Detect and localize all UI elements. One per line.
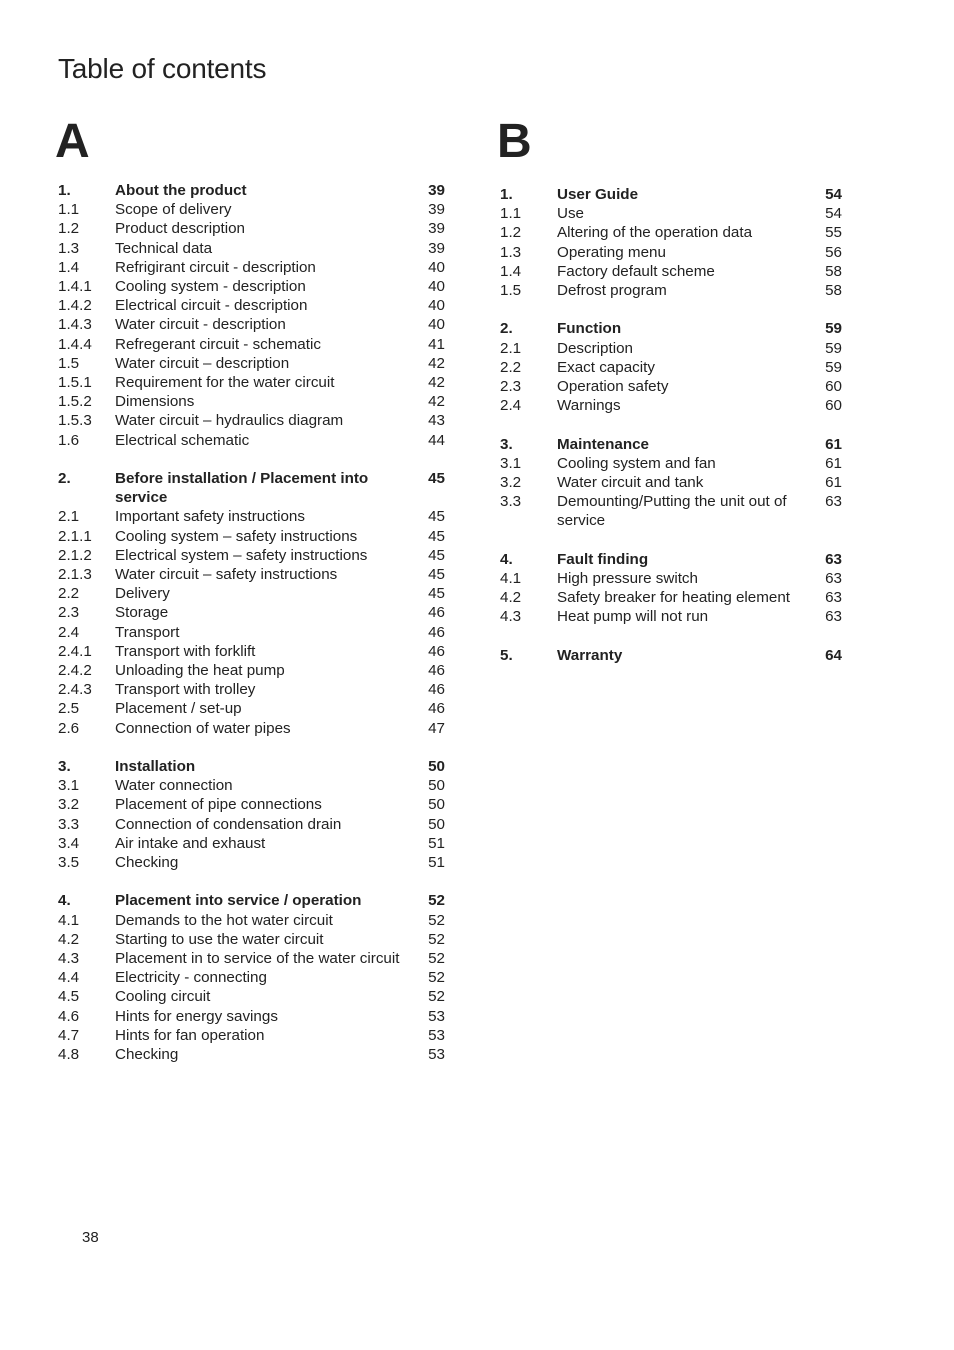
toc-title: Placement in to service of the water circuit [115,950,400,968]
toc-num: 3.1 [500,454,522,472]
toc-num: 4.7 [58,1026,80,1044]
toc-page: 54 [825,186,842,203]
toc-page: 54 [825,205,842,223]
toc-num: 2.1.2 [58,546,92,564]
toc-num: 1.4.2 [58,297,92,315]
toc-page: 63 [825,589,842,607]
toc-num: 1.6 [58,431,80,449]
toc-entry [58,354,468,373]
toc-title: Function [557,320,622,338]
toc-title: Transport with forklift [115,642,256,660]
toc-num: 2.2 [500,358,522,376]
toc-page: 46 [428,681,445,699]
toc-title: Cooling system - description [115,278,306,296]
toc-title: Electricity - connecting [115,969,267,987]
page-title: Table of contents [58,53,267,84]
toc-entry [58,296,468,315]
toc-title: Maintenance [557,435,649,453]
toc-title: Water circuit – safety instructions [115,566,338,584]
toc-entry [58,1026,468,1045]
toc-section-heading [500,646,870,665]
toc-page: 42 [428,393,445,411]
toc-page: 63 [825,608,842,626]
toc-num: 2.1 [58,508,80,526]
toc-page: 51 [428,854,445,872]
toc-entry [58,527,468,546]
toc-title: Scope of delivery [115,201,232,219]
toc-entry [58,815,468,834]
toc-page: 61 [825,454,842,472]
toc-num: 2.6 [58,719,80,737]
toc-title: Requirement for the water circuit [115,374,335,392]
toc-title: Checking [115,854,179,872]
toc-entry [58,719,468,738]
toc-entry [500,223,870,242]
toc-title: User Guide [557,186,639,203]
toc-page: 40 [428,316,445,334]
toc-page: 59 [825,358,842,376]
toc-page: 50 [428,777,445,795]
toc-entry [500,473,870,492]
toc-entry [58,680,468,699]
toc-title: Demounting/Putting the unit out of service [557,493,787,530]
toc-column-a [58,181,468,1083]
toc-page: 45 [428,527,445,545]
toc-page: 45 [428,585,445,603]
toc-num: 2.4.3 [58,681,92,699]
toc-title: Refregerant circuit - schematic [115,335,321,353]
toc-entry [58,795,468,814]
toc-entry [58,507,468,526]
toc-entry [500,243,870,262]
toc-entry [58,699,468,718]
toc-entry [58,392,468,411]
toc-section [500,185,870,300]
toc-page: 46 [428,662,445,680]
toc-entry [58,315,468,334]
toc-num: 1. [58,182,71,199]
toc-page: 46 [428,604,445,622]
toc-page: 58 [825,282,842,300]
toc-entry [58,411,468,430]
toc-page: 39 [428,201,445,219]
toc-num: 3. [500,435,513,453]
toc-title: Connection of water pipes [115,719,291,737]
toc-page: 61 [825,435,842,453]
toc-entry [58,930,468,949]
toc-section [500,319,870,415]
toc-num: 1.4.4 [58,335,92,353]
toc-title: Use [557,205,585,223]
toc-num: 1. [500,186,513,203]
toc-num: 4.8 [58,1046,80,1064]
toc-num: 2.1.1 [58,527,92,545]
toc-title: Description [557,339,633,357]
toc-page: 63 [825,493,842,511]
toc-page: 46 [428,700,445,718]
toc-num: 1.4.3 [58,316,92,334]
toc-num: 4.5 [58,988,80,1006]
toc-entry [58,623,468,642]
toc-page: 50 [428,796,445,814]
toc-num: 3.5 [58,854,80,872]
toc-title: Placement into service / operation [115,892,362,910]
toc-num: 3.2 [500,474,522,492]
toc-title: Electrical circuit - description [115,297,308,315]
toc-entry [58,911,468,930]
toc-title: Placement of pipe connections [115,796,322,814]
toc-num: 2.3 [500,378,522,396]
toc-num: 1.5.3 [58,412,92,430]
toc-num: 1.2 [58,220,80,238]
toc-title: Cooling system – safety instructions [115,527,358,545]
toc-entry [500,377,870,396]
toc-entry [58,968,468,987]
toc-title: Factory default scheme [557,262,715,280]
toc-entry [58,373,468,392]
toc-page: 42 [428,354,445,372]
toc-num: 3. [58,758,71,776]
toc-num: 4.2 [58,930,80,948]
toc-num: 1.3 [500,243,522,261]
toc-num: 1.3 [58,239,80,257]
toc-num: 4.6 [58,1007,80,1025]
toc-title: Cooling circuit [115,988,211,1006]
toc-entry [500,569,870,588]
toc-title: Operation safety [557,378,669,396]
toc-page: 56 [825,243,842,261]
toc-entry [500,262,870,281]
toc-title: Technical data [115,239,213,257]
toc-title: Electrical system – safety instructions [115,546,368,564]
toc-entry [58,642,468,661]
toc-page: 40 [428,278,445,296]
toc-page: 55 [825,224,842,242]
toc-entry [58,200,468,219]
toc-page: 60 [825,397,842,415]
toc-title: Starting to use the water circuit [115,930,324,948]
toc-num: 1.1 [500,205,522,223]
toc-num: 3.3 [58,815,80,833]
toc-section-heading [58,891,468,910]
toc-entry [500,396,870,415]
toc-num: 4. [500,550,513,568]
toc-title: Storage [115,604,169,622]
toc-num: 1.4 [58,258,80,276]
toc-title: Delivery [115,585,170,603]
toc-num: 4.1 [500,570,522,588]
toc-entry [500,204,870,223]
toc-num: 4. [58,892,71,910]
toc-title: Checking [115,1046,179,1064]
toc-page: 52 [428,911,445,929]
toc-num: 4.3 [500,608,522,626]
toc-num: 2.2 [58,585,80,603]
toc-num: 3.1 [58,777,80,795]
toc-title: Product description [115,220,246,238]
toc-entry [58,603,468,622]
toc-entry [500,588,870,607]
toc-entry [58,258,468,277]
toc-page: 50 [428,815,445,833]
toc-entry [500,339,870,358]
toc-title: Unloading the heat pump [115,662,285,680]
toc-section [500,435,870,531]
toc-section [58,469,468,738]
toc-page: 40 [428,258,445,276]
toc-title: Electrical schematic [115,431,250,449]
toc-page: 42 [428,374,445,392]
toc-entry [58,987,468,1006]
toc-entry [58,565,468,584]
toc-entry [58,776,468,795]
toc-title: Heat pump will not run [557,608,709,626]
toc-page: 43 [428,412,445,430]
toc-entry [58,661,468,680]
toc-entry [58,1045,468,1064]
toc-num: 2.4.2 [58,662,92,680]
toc-entry [58,1007,468,1026]
toc-page: 53 [428,1026,445,1044]
toc-num: 2. [58,470,71,488]
toc-title: Hints for energy savings [115,1007,278,1025]
toc-title: Air intake and exhaust [115,834,266,852]
toc-page: 39 [428,220,445,238]
toc-num: 3.3 [500,493,522,511]
toc-page: 63 [825,550,842,568]
toc-title: Water circuit - description [115,316,286,334]
toc-section [58,757,468,872]
toc-page: 52 [428,969,445,987]
column-letter-a: A [55,115,90,168]
toc-entry [58,219,468,238]
toc-page: 39 [428,239,445,257]
toc-entry [58,949,468,968]
toc-num: 2.5 [58,700,80,718]
toc-page: 44 [428,431,445,449]
toc-page: 50 [428,758,445,776]
toc-title: Transport with trolley [115,681,256,699]
toc-page: 64 [825,646,842,664]
toc-entry [58,239,468,258]
toc-num: 5. [500,646,513,664]
toc-num: 1.5.2 [58,393,92,411]
toc-title: Refrigirant circuit - description [115,258,316,276]
toc-page: 52 [428,930,445,948]
toc-num: 1.1 [58,201,80,219]
toc-section-heading [500,550,870,569]
toc-page: 59 [825,320,842,338]
toc-num: 1.5.1 [58,374,92,392]
toc-title: Cooling system and fan [557,454,716,472]
toc-page: 51 [428,834,445,852]
toc-entry [500,358,870,377]
toc-num: 2.1.3 [58,566,92,584]
toc-section-heading [58,181,468,200]
toc-page: 45 [428,546,445,564]
toc-title: Water circuit and tank [557,474,704,492]
column-letter-b: B [497,115,532,168]
toc-section-heading [500,435,870,454]
toc-page: 47 [428,719,445,737]
toc-page: 52 [428,950,445,968]
toc-title: Demands to the hot water circuit [115,911,333,929]
toc-num: 1.5 [58,354,80,372]
toc-title: High pressure switch [557,570,698,588]
toc-entry [58,853,468,872]
toc-num: 4.2 [500,589,522,607]
toc-entry [500,607,870,626]
toc-entry [58,584,468,603]
toc-title: Transport [115,623,180,641]
toc-section-heading [500,319,870,338]
toc-page: 53 [428,1046,445,1064]
toc-page: 41 [428,335,445,353]
toc-page: 52 [428,988,445,1006]
toc-entry [58,834,468,853]
toc-title: Warnings [557,397,621,415]
toc-num: 3.4 [58,834,80,852]
toc-entry [500,454,870,473]
toc-num: 4.1 [58,911,80,929]
toc-title: Operating menu [557,243,666,261]
toc-title: Connection of condensation drain [115,815,342,833]
toc-page: 58 [825,262,842,280]
toc-title: Fault finding [557,550,649,568]
page-number: 38 [82,1229,99,1246]
toc-page: 63 [825,570,842,588]
toc-title: Placement / set-up [115,700,242,718]
toc-page: 53 [428,1007,445,1025]
toc-num: 1.4 [500,262,522,280]
toc-title: Water circuit – description [115,354,290,372]
toc-title: About the product [115,182,247,199]
toc-entry [58,335,468,354]
toc-section [58,181,468,450]
toc-num: 2.4.1 [58,642,92,660]
toc-num: 2.1 [500,339,522,357]
toc-section [58,891,468,1064]
toc-title: Warranty [557,646,623,664]
toc-section [500,646,870,665]
toc-section-heading [58,757,468,776]
toc-section-heading [58,469,468,507]
toc-page: 45 [428,566,445,584]
toc-page: 40 [428,297,445,315]
toc-num: 2.3 [58,604,80,622]
toc-entry [500,492,870,530]
toc-page: 45 [428,470,445,488]
toc-num: 3.2 [58,796,80,814]
toc-section [500,550,870,627]
toc-section-heading [500,185,870,204]
toc-entry [58,546,468,565]
toc-column-b [500,185,870,684]
toc-title: Altering of the operation data [557,224,753,242]
toc-num: 2.4 [58,623,80,641]
toc-title: Important safety instructions [115,508,305,526]
toc-title: Before installation / Placement into service [115,470,369,507]
toc-entry [500,281,870,300]
toc-title: Hints for fan operation [115,1026,265,1044]
toc-page: 52 [428,892,445,910]
toc-page: 45 [428,508,445,526]
toc-page: 61 [825,474,842,492]
toc-page: 46 [428,623,445,641]
toc-num: 4.4 [58,969,80,987]
toc-num: 1.2 [500,224,522,242]
toc-num: 4.3 [58,950,80,968]
toc-page: 60 [825,378,842,396]
toc-title: Safety breaker for heating element [557,589,791,607]
toc-title: Water circuit – hydraulics diagram [115,412,344,430]
toc-page: 39 [428,182,445,199]
toc-title: Dimensions [115,393,195,411]
toc-num: 2.4 [500,397,522,415]
toc-title: Exact capacity [557,358,655,376]
toc-num: 2. [500,320,513,338]
toc-title: Defrost program [557,282,667,300]
toc-entry [58,277,468,296]
toc-entry [58,431,468,450]
toc-num: 1.5 [500,282,522,300]
toc-title: Installation [115,758,196,776]
toc-num: 1.4.1 [58,278,92,296]
toc-page: 46 [428,642,445,660]
toc-title: Water connection [115,777,233,795]
toc-page: 59 [825,339,842,357]
